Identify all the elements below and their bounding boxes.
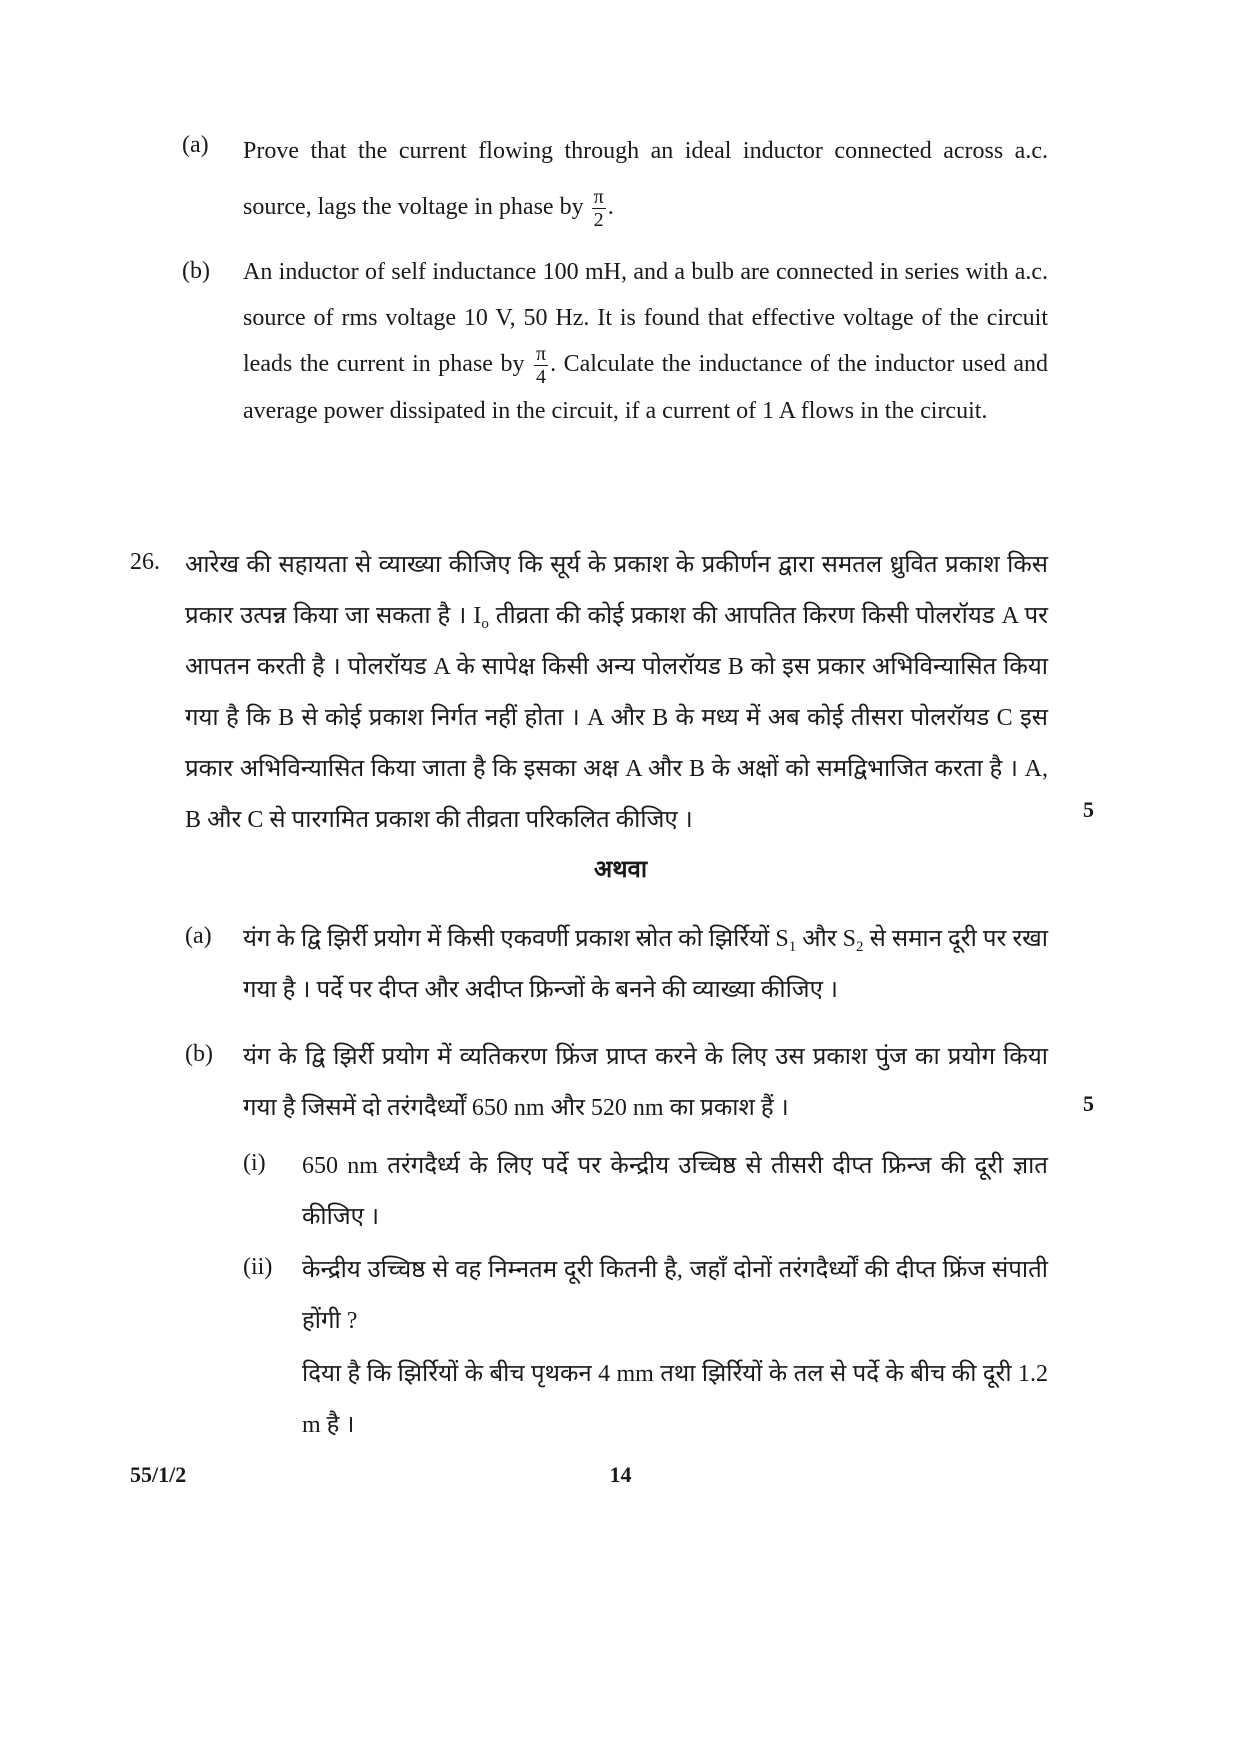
q26-b-marks: 5 [1083, 1091, 1094, 1116]
q26-number: 26. [130, 549, 160, 575]
q26-marks: 5 [1083, 797, 1094, 822]
q26-b-i-label: (i) [243, 1150, 266, 1176]
phase-fraction-pi-2: $\frac{\pi}{2}$ [593, 185, 604, 231]
q25-a-text: Prove that the current flowing through an ideal inductor connected across a.c. source, lags the voltage in phase by $\frac{\pi}{2}$ . [243, 138, 1048, 231]
page-number: 14 [609, 1462, 632, 1487]
or-separator: अथवा [593, 857, 648, 883]
phase-fraction-pi-4: $\frac{\pi}{4}$ [535, 342, 547, 388]
q26-given-text: दिया है कि झिर्रियों के बीच पृथकन 4 mm तथा झिर्रियों के तल से पर्दे के बीच की दूरी 1.2 m है । [302, 1361, 1048, 1438]
q25-b-label: (b) [182, 258, 210, 284]
q26-a-text: यंग के द्वि झिर्री प्रयोग में किसी एकवर्णी प्रकाश स्रोत को झिर्रियों $S_1$ और $S_2$ से समान दूरी पर रखा गया है । पर्दे पर दीप्त और अदीप्त फ्रिन्जों के बनने की व्याख्या कीजिए । [243, 926, 1048, 1003]
q26-a-label: (a) [185, 923, 212, 949]
q26-b-label: (b) [185, 1041, 213, 1067]
q26-b-text: यंग के द्वि झिर्री प्रयोग में व्यतिकरण फ्रिंज प्राप्त करने के लिए उस प्रकाश पुंज का प्रयोग किया गया है जिसमें दो तरंगदैर्ध्यों 650 nm और 520 nm का प्रकाश हैं । [243, 1044, 1048, 1121]
q25-a-body: Prove that the current flowing through an ideal inductor connected across a.c. source, lags the voltage in phase by [243, 138, 1048, 220]
q26-b-ii-text: केन्द्रीय उच्चिष्ठ से वह निम्नतम दूरी कितनी है, जहाँ दोनों तरंगदैर्ध्यों की दीप्त फ्रिंज संपाती होंगी ? [302, 1257, 1048, 1334]
q26-b-i-text: 650 nm तरंगदैर्ध्य के लिए पर्दे पर केन्द्रीय उच्चिष्ठ से तीसरी दीप्त फ्रिन्ज की दूरी ज्ञात कीजिए । [302, 1153, 1048, 1230]
q26-b-ii-label: (ii) [243, 1254, 273, 1280]
q25-b-text: An inductor of self inductance 100 mH, and a bulb are connected in series with a.c. source of rms voltage 10 V, 50 Hz. It is found that effective voltage of the circuit leads the current in phase by $\frac{\pi}{4}$ . Calculate the inductance of the inductor used and average power dissipated in the circuit, if a current of 1 A flows in the circuit. [243, 259, 1049, 424]
q25-a-label: (a) [182, 132, 209, 158]
paper-code: 55/1/2 [130, 1462, 187, 1487]
q26-text: आरेख की सहायता से व्याख्या कीजिए कि सूर्य के प्रकाश के प्रकीर्णन द्वारा समतल ध्रुवित प्रकाश किस प्रकार उत्पन्न किया जा सकता है । $I_o$ तीव्रता की कोई प्रकाश की आपतित किरण किसी पोलरॉयड A पर आपतन करती है । पोलरॉयड A के सापेक्ष किसी अन्य पोलरॉयड B को इस प्रकार अभिविन्यासित किया गया है कि B से कोई प्रकाश निर्गत नहीं होता । A और B के मध्य में अब कोई तीसरा पोलरॉयड C इस प्रकार अभिविन्यासित किया जाता है कि इसका अक्ष A और B के अक्षों को समद्विभाजित करता है । A, B और C से पारगमित प्रकाश की तीव्रता परिकलित कीजिए । [185, 552, 1048, 833]
